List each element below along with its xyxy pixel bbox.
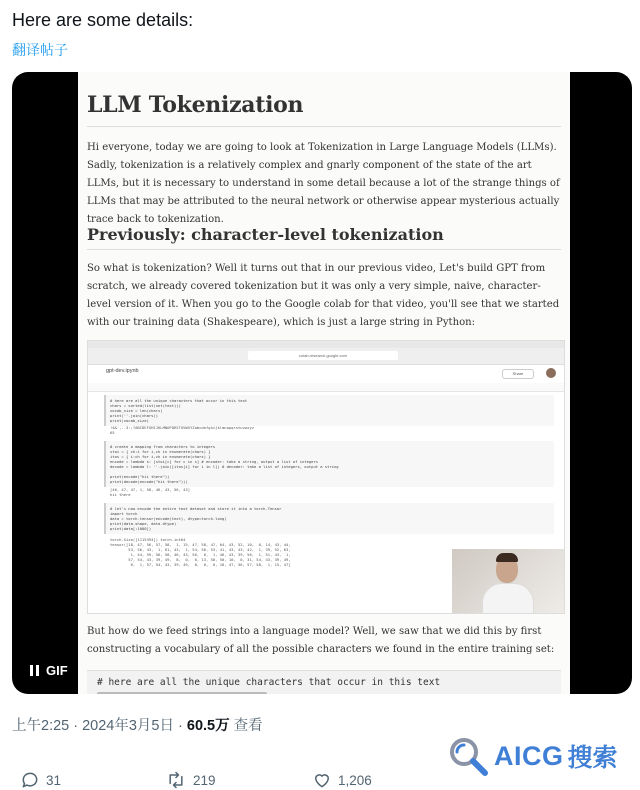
title-divider <box>87 126 561 127</box>
cell-output: torch.Size([1115394]) torch.int64 tensor([18, 47, 56, 57, 58, 1, 15, 47, 58, 47, 64, 43, 52, 10, 0, 14, 43, 44, 53, 56, 43, 1, 61, 43, 1, 54, 56, 53, 41, 43, 43, 42, 1, 39, 52, 63, 1, 44, 59, 56, 58, 46, 43, 56, 6, 1, 46, 43, 39, 56, 1, 51, 43, 1, 57, 54, 43, 39, 49, 8, 0, 0, 13, 50, 50, 10, 0, 31, 54, 43, 39, 49, 6, 1, 57, 54, 43, 39, 49, 8, 0, 0, 18, 47, 56, 57, 58, 1, 15, 47] <box>110 537 291 567</box>
cell-source: # here are all the unique characters that occur in this text chars = sorted(list(set(text))) vocab_size = len(chars) print(''.join(chars)) print(vocab_size) <box>110 398 248 423</box>
code-cell <box>104 395 554 426</box>
colab-toolbar <box>88 383 564 392</box>
section-divider <box>87 249 561 250</box>
heart-icon <box>312 770 332 790</box>
share-button: Share <box>502 369 534 379</box>
watermark-cn: 搜索 <box>567 744 618 772</box>
section-paragraph: So what is tokenization? Well it turns out that in our previous video, Let's build GPT from scratch, we already covered tokenization but it was only a very simple, naive, character-level version of it. When you go to the Google colab for that video, you'll see that we started with our training data (Shakespeare), which is just a large string in Python: <box>87 263 560 328</box>
person-shirt <box>482 583 534 614</box>
tweet-metadata <box>12 714 263 735</box>
gif-playback-control[interactable] <box>30 660 68 680</box>
pause-icon <box>30 665 40 676</box>
vocab-paragraph: But how do we feed strings into a language model? Well, we saw that we did this by first constructing a vocabulary of all the possible characters we found in the entire training set: <box>87 626 555 655</box>
person-hair <box>496 553 518 562</box>
code-line-cutoff <box>97 692 267 694</box>
browser-tabbar <box>88 348 564 365</box>
mac-menubar <box>88 341 564 348</box>
notebook-page <box>78 72 570 694</box>
retweet-icon <box>165 770 187 790</box>
like-button[interactable] <box>312 770 372 790</box>
address-bar: colab.research.google.com <box>248 351 398 360</box>
notebook-name: gpt-dev.ipynb <box>106 368 139 374</box>
watermark-brand: AICG <box>494 740 564 771</box>
tweet-text: Here are some details: <box>12 10 194 30</box>
tweet-media-gif[interactable] <box>12 72 632 694</box>
code-block <box>87 670 561 694</box>
intro-paragraph: Hi everyone, today we are going to look at Tokenization in Large Language Models (LLMs). Sadly, tokenization is a relatively complex and gnarly component of the state of the art LLMs, but it is necessary to understand in some detail because a lot of the strange things of LLMs that may be attributed to the neural network or otherwise appear mysterious actually trace back to tokenization. <box>87 142 560 225</box>
watermark <box>446 734 618 778</box>
cell-output: [46, 47, 47, 1, 58, 46, 43, 56, 43] hii there <box>110 487 191 497</box>
reply-button[interactable] <box>20 770 61 790</box>
code-line: # here are all the unique characters that occur in this text <box>97 677 441 688</box>
code-cell <box>104 503 554 534</box>
view-count: 60.5万 <box>186 718 230 734</box>
cell-source: # create a mapping from characters to integers stoi = { ch:i for i,ch in enumerate(chars) } itos = { i:ch for i,ch in enumerate(chars) } encode = lambda s: [stoi[c] for c in s] # encoder: take a string, output a list of integers decode = lambda l: ''.join([itos[i] for i in l]) # decoder: take a list of integers, output a string print(encode("hii there")) print(decode(encode("hii there"))) <box>110 444 339 484</box>
views-label: 查看 <box>229 718 263 734</box>
page-title: LLM Tokenization <box>87 92 304 118</box>
webcam-overlay <box>452 549 564 613</box>
colab-header <box>88 365 564 383</box>
retweet-button[interactable] <box>165 770 216 790</box>
section-heading: Previously: character-level tokenization <box>87 225 444 244</box>
avatar <box>546 368 556 378</box>
reply-icon <box>20 770 40 790</box>
reply-count: 31 <box>46 772 62 788</box>
like-count: 1,206 <box>338 772 372 788</box>
timestamp[interactable]: 上午2:25 · 2024年3月5日 · <box>12 718 187 734</box>
colab-screenshot <box>87 340 565 614</box>
cell-output: !$&',-.3:;?ABCDEFGHIJKLMNOPQRSTUVWXYZabcdefghijklmnopqrstuvwxyz 65 <box>110 425 255 435</box>
magnifier-logo-icon <box>446 734 490 778</box>
gif-label: GIF <box>46 662 68 678</box>
cell-source: # let's now encode the entire text dataset and store it into a torch.Tensor import torch data = torch.tensor(encode(text), dtype=torch.long) print(data.shape, data.dtype) print(data[:1000]) <box>110 506 282 531</box>
retweet-count: 219 <box>193 772 216 788</box>
code-cell <box>104 441 554 487</box>
translate-post-link[interactable]: 翻译帖子 <box>12 42 68 58</box>
